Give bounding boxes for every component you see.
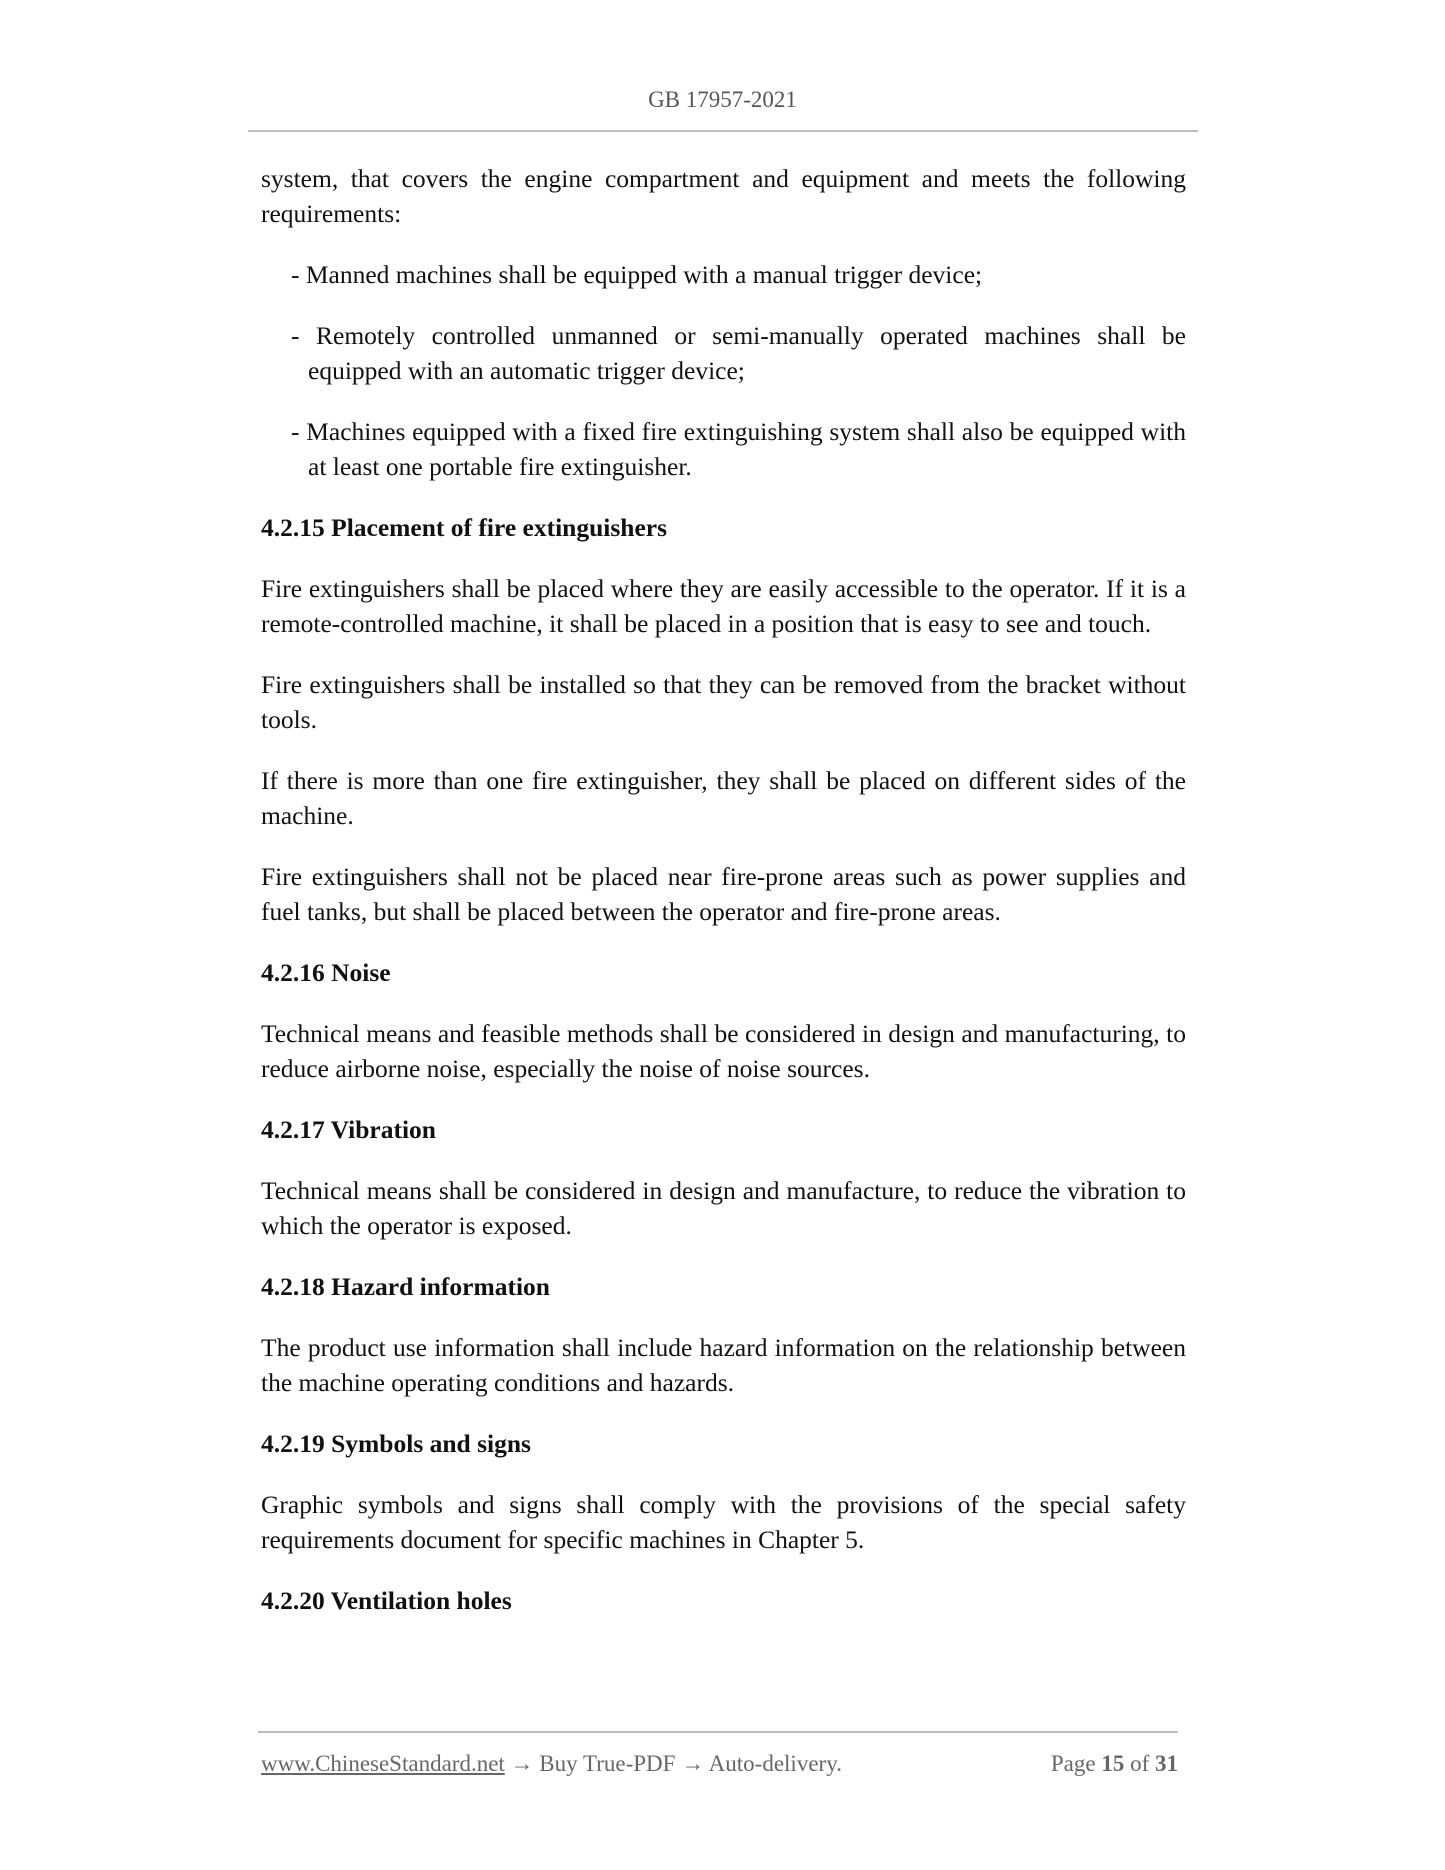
- section-heading-4-2-18: 4.2.18 Hazard information: [261, 1272, 550, 1301]
- header-divider: [248, 130, 1198, 132]
- list-item: - Machines equipped with a fixed fire extinguishing system shall also be equipped with at least one portable fire extinguisher.: [291, 417, 1186, 481]
- list-item: - Remotely controlled unmanned or semi-manually operated machines shall be equipped with an automatic trigger device;: [291, 321, 1186, 385]
- document-body: [261, 161, 1186, 1644]
- footer-promo: [261, 1749, 842, 1779]
- auto-delivery-text: Auto-delivery.: [708, 1751, 842, 1776]
- section-heading-4-2-17: 4.2.17 Vibration: [261, 1115, 436, 1144]
- website-link[interactable]: www.ChineseStandard.net: [261, 1751, 505, 1776]
- section-paragraph: The product use information shall include hazard information on the relationship between the machine operating conditions and hazards.: [261, 1333, 1186, 1397]
- page-total: 31: [1155, 1751, 1178, 1776]
- arrow-right-icon: →: [510, 1751, 534, 1776]
- buy-pdf-text: Buy True-PDF: [539, 1751, 676, 1776]
- section-paragraph: Fire extinguishers shall be placed where they are easily accessible to the operator. If it is a remote-controlled machine, it shall be placed in a position that is easy to see and touch.: [261, 574, 1186, 638]
- section-heading-4-2-19: 4.2.19 Symbols and signs: [261, 1429, 531, 1458]
- page-number: [1051, 1749, 1178, 1779]
- page-label: Page: [1050, 1751, 1096, 1776]
- section-heading-4-2-16: 4.2.16 Noise: [261, 958, 391, 987]
- intro-paragraph: system, that covers the engine compartment and equipment and meets the following requirements:: [261, 164, 1186, 228]
- section-paragraph: Fire extinguishers shall not be placed near fire-prone areas such as power supplies and fuel tanks, but shall be placed between the operator and fire-prone areas.: [261, 862, 1186, 926]
- page-current: 15: [1101, 1751, 1125, 1776]
- arrow-right-icon: →: [681, 1751, 705, 1776]
- list-item: - Manned machines shall be equipped with a manual trigger device;: [291, 260, 983, 289]
- section-heading-4-2-15: 4.2.15 Placement of fire extinguishers: [261, 513, 668, 542]
- section-paragraph: Technical means shall be considered in design and manufacture, to reduce the vibration to which the operator is exposed.: [261, 1176, 1186, 1240]
- section-paragraph: Fire extinguishers shall be installed so that they can be removed from the bracket without tools.: [261, 670, 1186, 734]
- section-heading-4-2-20: 4.2.20 Ventilation holes: [261, 1586, 512, 1615]
- of-label: of: [1130, 1751, 1150, 1776]
- section-paragraph: If there is more than one fire extinguisher, they shall be placed on different sides of the machine.: [261, 766, 1186, 830]
- section-paragraph: Graphic symbols and signs shall comply with the provisions of the special safety requirements document for specific machines in Chapter 5.: [261, 1490, 1186, 1554]
- footer-divider: [258, 1731, 1178, 1733]
- page-header-title: GB 17957-2021: [648, 87, 797, 112]
- section-paragraph: Technical means and feasible methods shall be considered in design and manufacturing, to reduce airborne noise, especially the noise of noise sources.: [261, 1019, 1186, 1083]
